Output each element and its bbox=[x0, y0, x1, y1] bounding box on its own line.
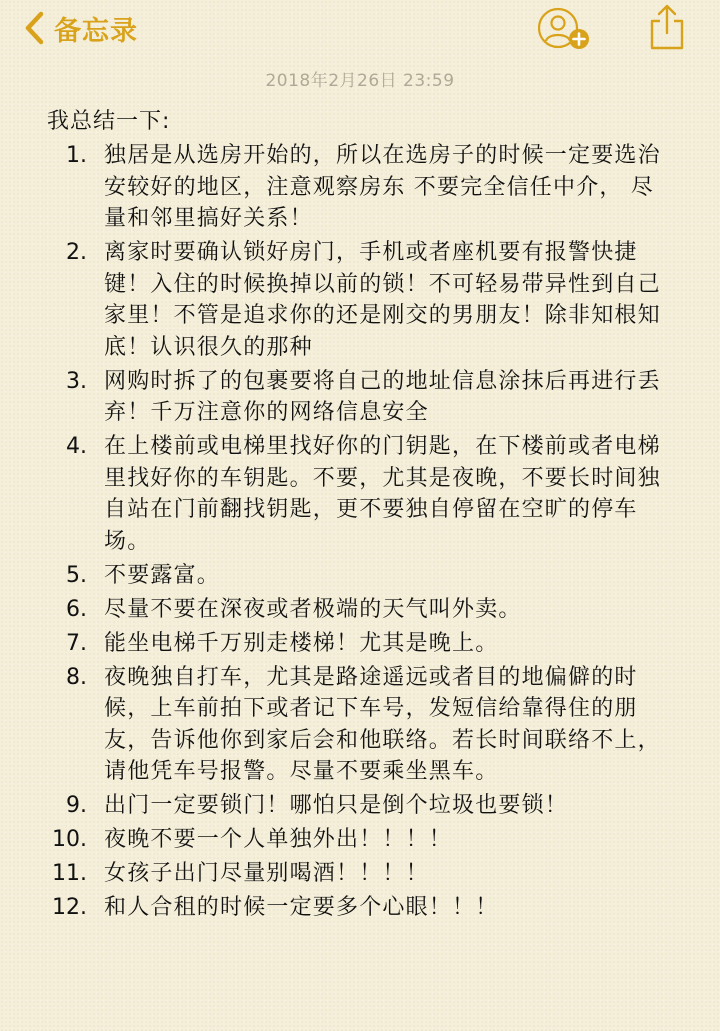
list-item-text: 夜晚独自打车，尤其是路途遥远或者目的地偏僻的时候，上车前拍下或者记下车号，发短信给靠得住的朋友，告诉他你到家后会和他联络。若长时间联络不上，请他凭车号报警。尽量不要乘坐黑车。 bbox=[104, 664, 661, 784]
list-item-number: 4. bbox=[66, 434, 87, 459]
list-item bbox=[47, 628, 667, 660]
chevron-left-icon bbox=[22, 10, 50, 46]
note-intro: 我总结一下: bbox=[47, 109, 171, 134]
list-item bbox=[47, 824, 667, 856]
list-item-text: 不要露富。 bbox=[104, 562, 221, 588]
list-item-text: 离家时要确认锁好房门，手机或者座机要有报警快捷键！入住的时候换掉以前的锁！不可轻易带异性到自己家里！不管是追求你的还是刚交的男朋友！除非知根知底！认识很久的那种 bbox=[104, 240, 661, 360]
list-item-text: 网购时拆了的包裹要将自己的地址信息涂抹后再进行丢弃！千万注意你的网络信息安全 bbox=[104, 368, 661, 425]
list-item-number: 2. bbox=[66, 240, 87, 265]
list-item-text: 在上楼前或电梯里找好你的门钥匙，在下楼前或者电梯里找好你的车钥匙。不要，尤其是夜晚，不要长时间独自站在门前翻找钥匙，更不要独自停留在空旷的停车场。 bbox=[104, 434, 661, 554]
note-list bbox=[47, 140, 667, 924]
list-item bbox=[47, 790, 667, 822]
list-item bbox=[47, 662, 667, 788]
list-item-number: 3. bbox=[66, 368, 87, 394]
list-item-number: 8. bbox=[66, 664, 87, 690]
list-item bbox=[47, 594, 667, 626]
list-item-text: 夜晚不要一个人单独外出！！！！ bbox=[104, 827, 453, 852]
list-item-number: 11. bbox=[52, 861, 87, 886]
list-item bbox=[47, 140, 667, 235]
list-item-number: 7. bbox=[66, 630, 87, 656]
back-button[interactable] bbox=[22, 8, 138, 48]
list-item-text: 和人合租的时候一定要多个心眼！！！ bbox=[104, 895, 499, 920]
navigation-bar bbox=[0, 0, 720, 60]
list-item-text: 尽量不要在深夜或者极端的天气叫外卖。 bbox=[104, 596, 522, 622]
add-person-icon bbox=[536, 6, 598, 52]
list-item-text: 能坐电梯千万别走楼梯！尤其是晚上。 bbox=[104, 630, 499, 656]
note-timestamp: 2018年2月26日 23:59 bbox=[265, 71, 455, 91]
list-item bbox=[47, 237, 667, 363]
list-item-text: 独居是从选房开始的，所以在选房子的时候一定要选治安较好的地区，注意观察房东 不要完全信任中介， 尽量和邻里搞好关系！ bbox=[104, 143, 661, 231]
add-person-button[interactable] bbox=[536, 6, 598, 52]
list-item bbox=[47, 858, 667, 890]
list-item-number: 10. bbox=[52, 827, 87, 852]
list-item-number: 5. bbox=[66, 562, 87, 588]
share-icon bbox=[645, 2, 689, 54]
share-button[interactable] bbox=[645, 2, 689, 54]
list-item-number: 6. bbox=[66, 596, 87, 622]
list-item-number: 1. bbox=[66, 143, 87, 168]
list-item-text: 女孩子出门尽量别喝酒！！！！ bbox=[104, 861, 429, 886]
list-item-number: 12. bbox=[52, 895, 87, 920]
back-button-label: 备忘录 bbox=[54, 15, 138, 47]
list-item-number: 9. bbox=[66, 793, 87, 818]
list-item-text: 出门一定要锁门！哪怕只是倒个垃圾也要锁！ bbox=[104, 793, 569, 818]
list-item bbox=[47, 366, 667, 429]
note-content[interactable] bbox=[47, 106, 667, 926]
list-item bbox=[47, 431, 667, 557]
list-item bbox=[47, 560, 667, 592]
list-item bbox=[47, 892, 667, 924]
